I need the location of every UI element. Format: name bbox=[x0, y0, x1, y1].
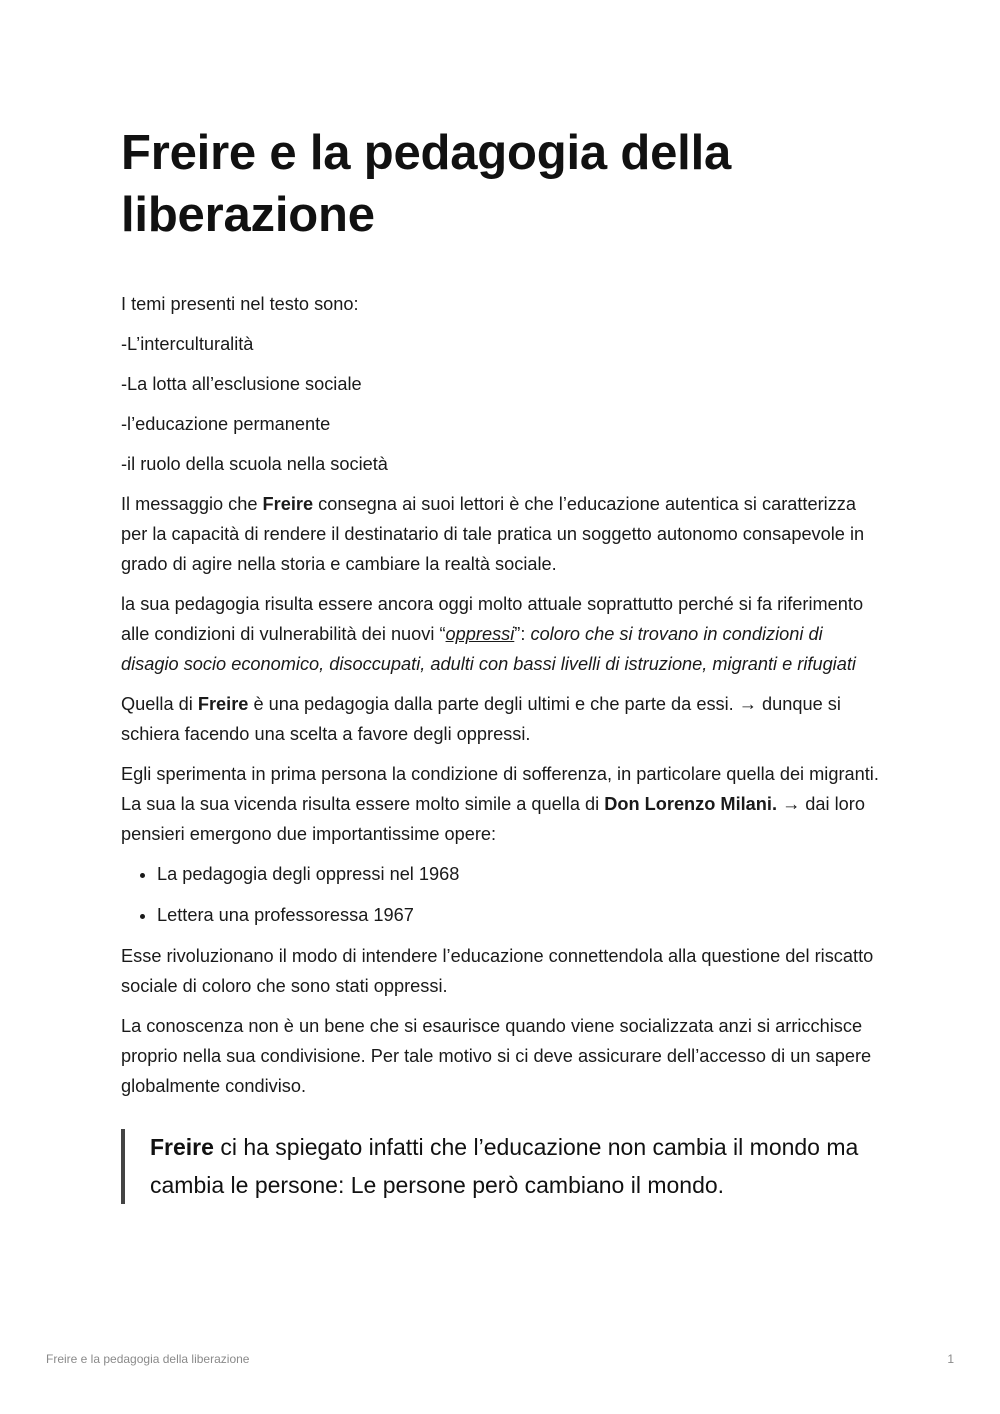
text: la sua pedagogia risulta essere ancora oggi molto attuale soprattutto perché si fa riferimento alle condizioni di vulnerabilità dei nuovi “ bbox=[121, 594, 864, 644]
paragraph-pedagogy bbox=[121, 589, 881, 679]
page-number: 1 bbox=[947, 1352, 954, 1366]
bold-name: Don Lorenzo Milani. bbox=[604, 794, 778, 814]
bold-name: Freire bbox=[197, 694, 249, 714]
list-item: • Lettera una professoressa 1967 bbox=[157, 900, 881, 930]
list-item: • La pedagogia degli oppressi nel 1968 bbox=[157, 859, 881, 889]
theme-item: -La lotta all’esclusione sociale bbox=[121, 374, 362, 394]
paragraph-experience bbox=[121, 759, 881, 849]
paragraph-side bbox=[121, 689, 881, 749]
text: Egli sperimenta in prima persona la condizione di sofferenza, in particolare quella dei migranti. La sua la sua vicenda risulta essere molto simile a quella di bbox=[121, 764, 879, 814]
works-list bbox=[121, 859, 881, 930]
document-body bbox=[121, 289, 881, 1204]
footer-title: Freire e la pedagogia della liberazione bbox=[46, 1352, 250, 1366]
underlined-term: oppressi bbox=[445, 624, 515, 644]
italic-text: coloro che si trovano in condizioni di disagio socio economico, disoccupati, adulti con bassi livelli di istruzione, migranti e rifugiati bbox=[121, 624, 856, 674]
intro-text: I temi presenti nel testo sono: bbox=[121, 294, 359, 314]
paragraph-revolution: Esse rivoluzionano il modo di intendere l’educazione connettendola alla questione del riscatto sociale di coloro che sono stati oppressi. bbox=[121, 946, 874, 996]
text: ”: bbox=[514, 624, 531, 644]
paragraph-message bbox=[121, 489, 881, 579]
page-title: Freire e la pedagogia della liberazione bbox=[121, 126, 732, 242]
text: Quella di bbox=[121, 694, 198, 714]
quote-text: ci ha spiegato infatti che l’educazione non cambia il mondo ma cambia le persone: Le persone però cambiano il mondo. bbox=[150, 1134, 859, 1198]
bold-name: Freire bbox=[150, 1134, 214, 1160]
text: Il messaggio che bbox=[121, 494, 263, 514]
bold-name: Freire bbox=[262, 494, 314, 514]
theme-item: -il ruolo della scuola nella società bbox=[121, 454, 388, 474]
text: → dai loro pensieri emergono due importantissime opere: bbox=[121, 794, 865, 844]
document-page bbox=[121, 122, 881, 1204]
paragraph-knowledge: La conoscenza non è un bene che si esaurisce quando viene socializzata anzi si arricchisce proprio nella sua condivisione. Per tale motivo si ci deve assicurare dell’accesso di un sapere globalmente condiviso. bbox=[121, 1016, 872, 1096]
text: consegna ai suoi lettori è che l’educazione autentica si caratterizza per la capacità di rendere il destinatario di tale pratica un soggetto autonomo consapevole in grado di agire nella storia e cambiare la realtà sociale. bbox=[121, 494, 865, 574]
theme-item: -L’interculturalità bbox=[121, 334, 254, 354]
theme-item: -l’educazione permanente bbox=[121, 414, 331, 434]
quote-block bbox=[121, 1129, 881, 1204]
text: è una pedagogia dalla parte degli ultimi e che parte da essi. → dunque si schiera facendo una scelta a favore degli oppressi. bbox=[121, 694, 841, 744]
